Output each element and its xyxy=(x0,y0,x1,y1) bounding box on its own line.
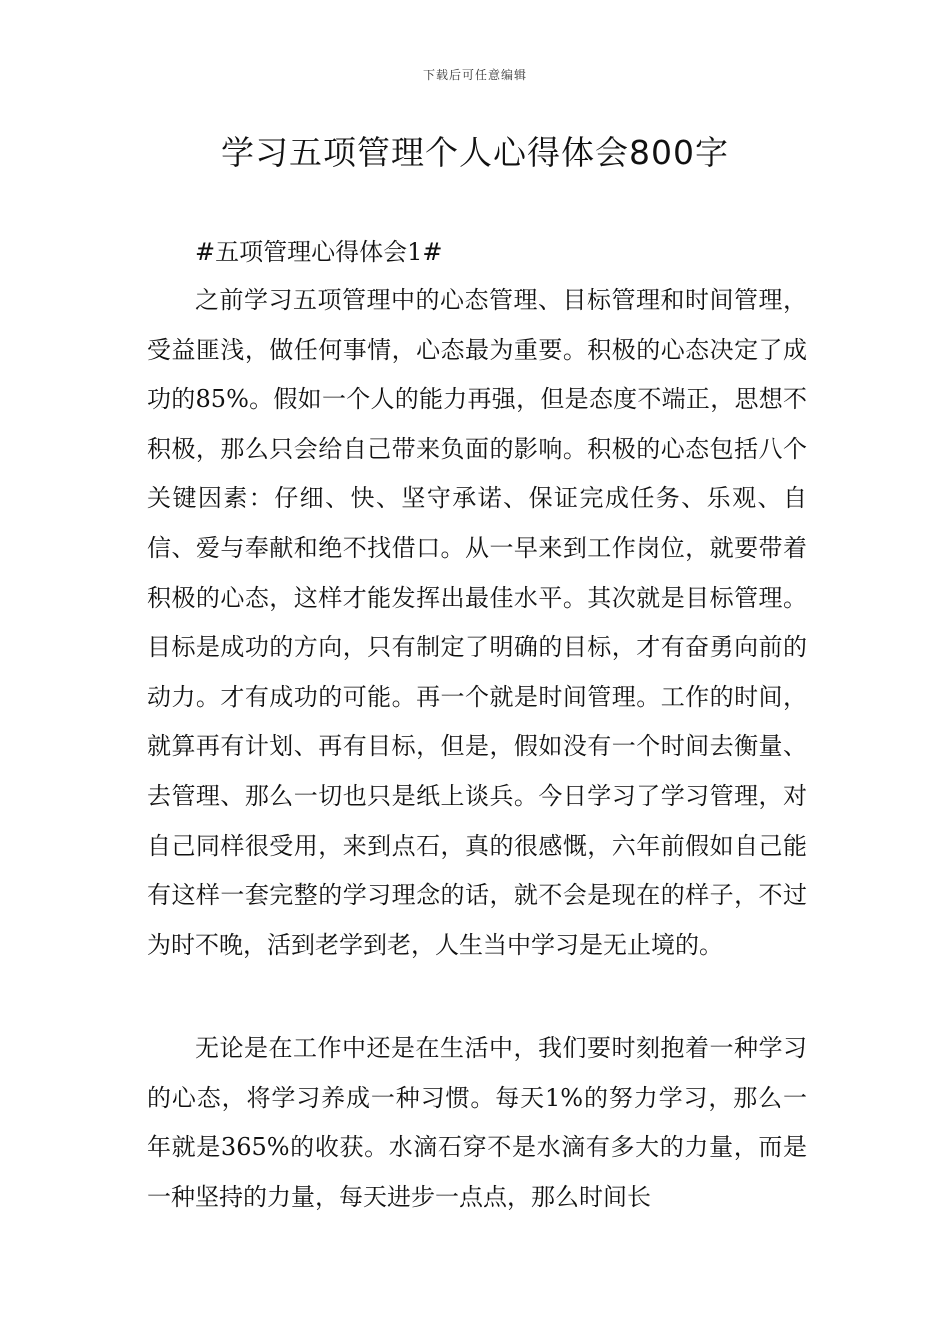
section-subheading: #五项管理心得体会1# xyxy=(195,238,443,266)
header-note: 下载后可任意编辑 xyxy=(422,68,527,82)
paragraph-1: 之前学习五项管理中的心态管理、目标管理和时间管理，受益匪浅，做任何事情，心态最为重要。积极的心态决定了成功的85%。假如一个人的能力再强，但是态度不端正，思想不积极，那么只会给自己带来负面的影响。积极的心态包括八个关键因素：仔细、快、坚守承诺、保证完成任务、乐观、自信、爱与奉献和绝不找借口。从一早来到工作岗位，就要带着积极的心态，这样才能发挥出最佳水平。其次就是目标管理。目标是成功的方向，只有制定了明确的目标，才有奋勇向前的动力。才有成功的可能。再一个就是时间管理。工作的时间，就算再有计划、再有目标，但是，假如没有一个时间去衡量、去管理、那么一切也只是纸上谈兵。今日学习了学习管理，对自己同样很受用，来到点石，真的很感慨，六年前假如自己能有这样一套完整的学习理念的话，就不会是现在的样子，不过为时不晚，活到老学到老，人生当中学习是无止境的。 xyxy=(147,286,807,959)
document-title: 学习五项管理个人心得体会800字 xyxy=(221,133,729,172)
paragraph-2: 无论是在工作中还是在生活中，我们要时刻抱着一种学习的心态，将学习养成一种习惯。每天1%的努力学习，那么一年就是365%的收获。水滴石穿不是水滴有多大的力量，而是一种坚持的力量，每天进步一点点，那么时间长 xyxy=(147,1034,807,1211)
